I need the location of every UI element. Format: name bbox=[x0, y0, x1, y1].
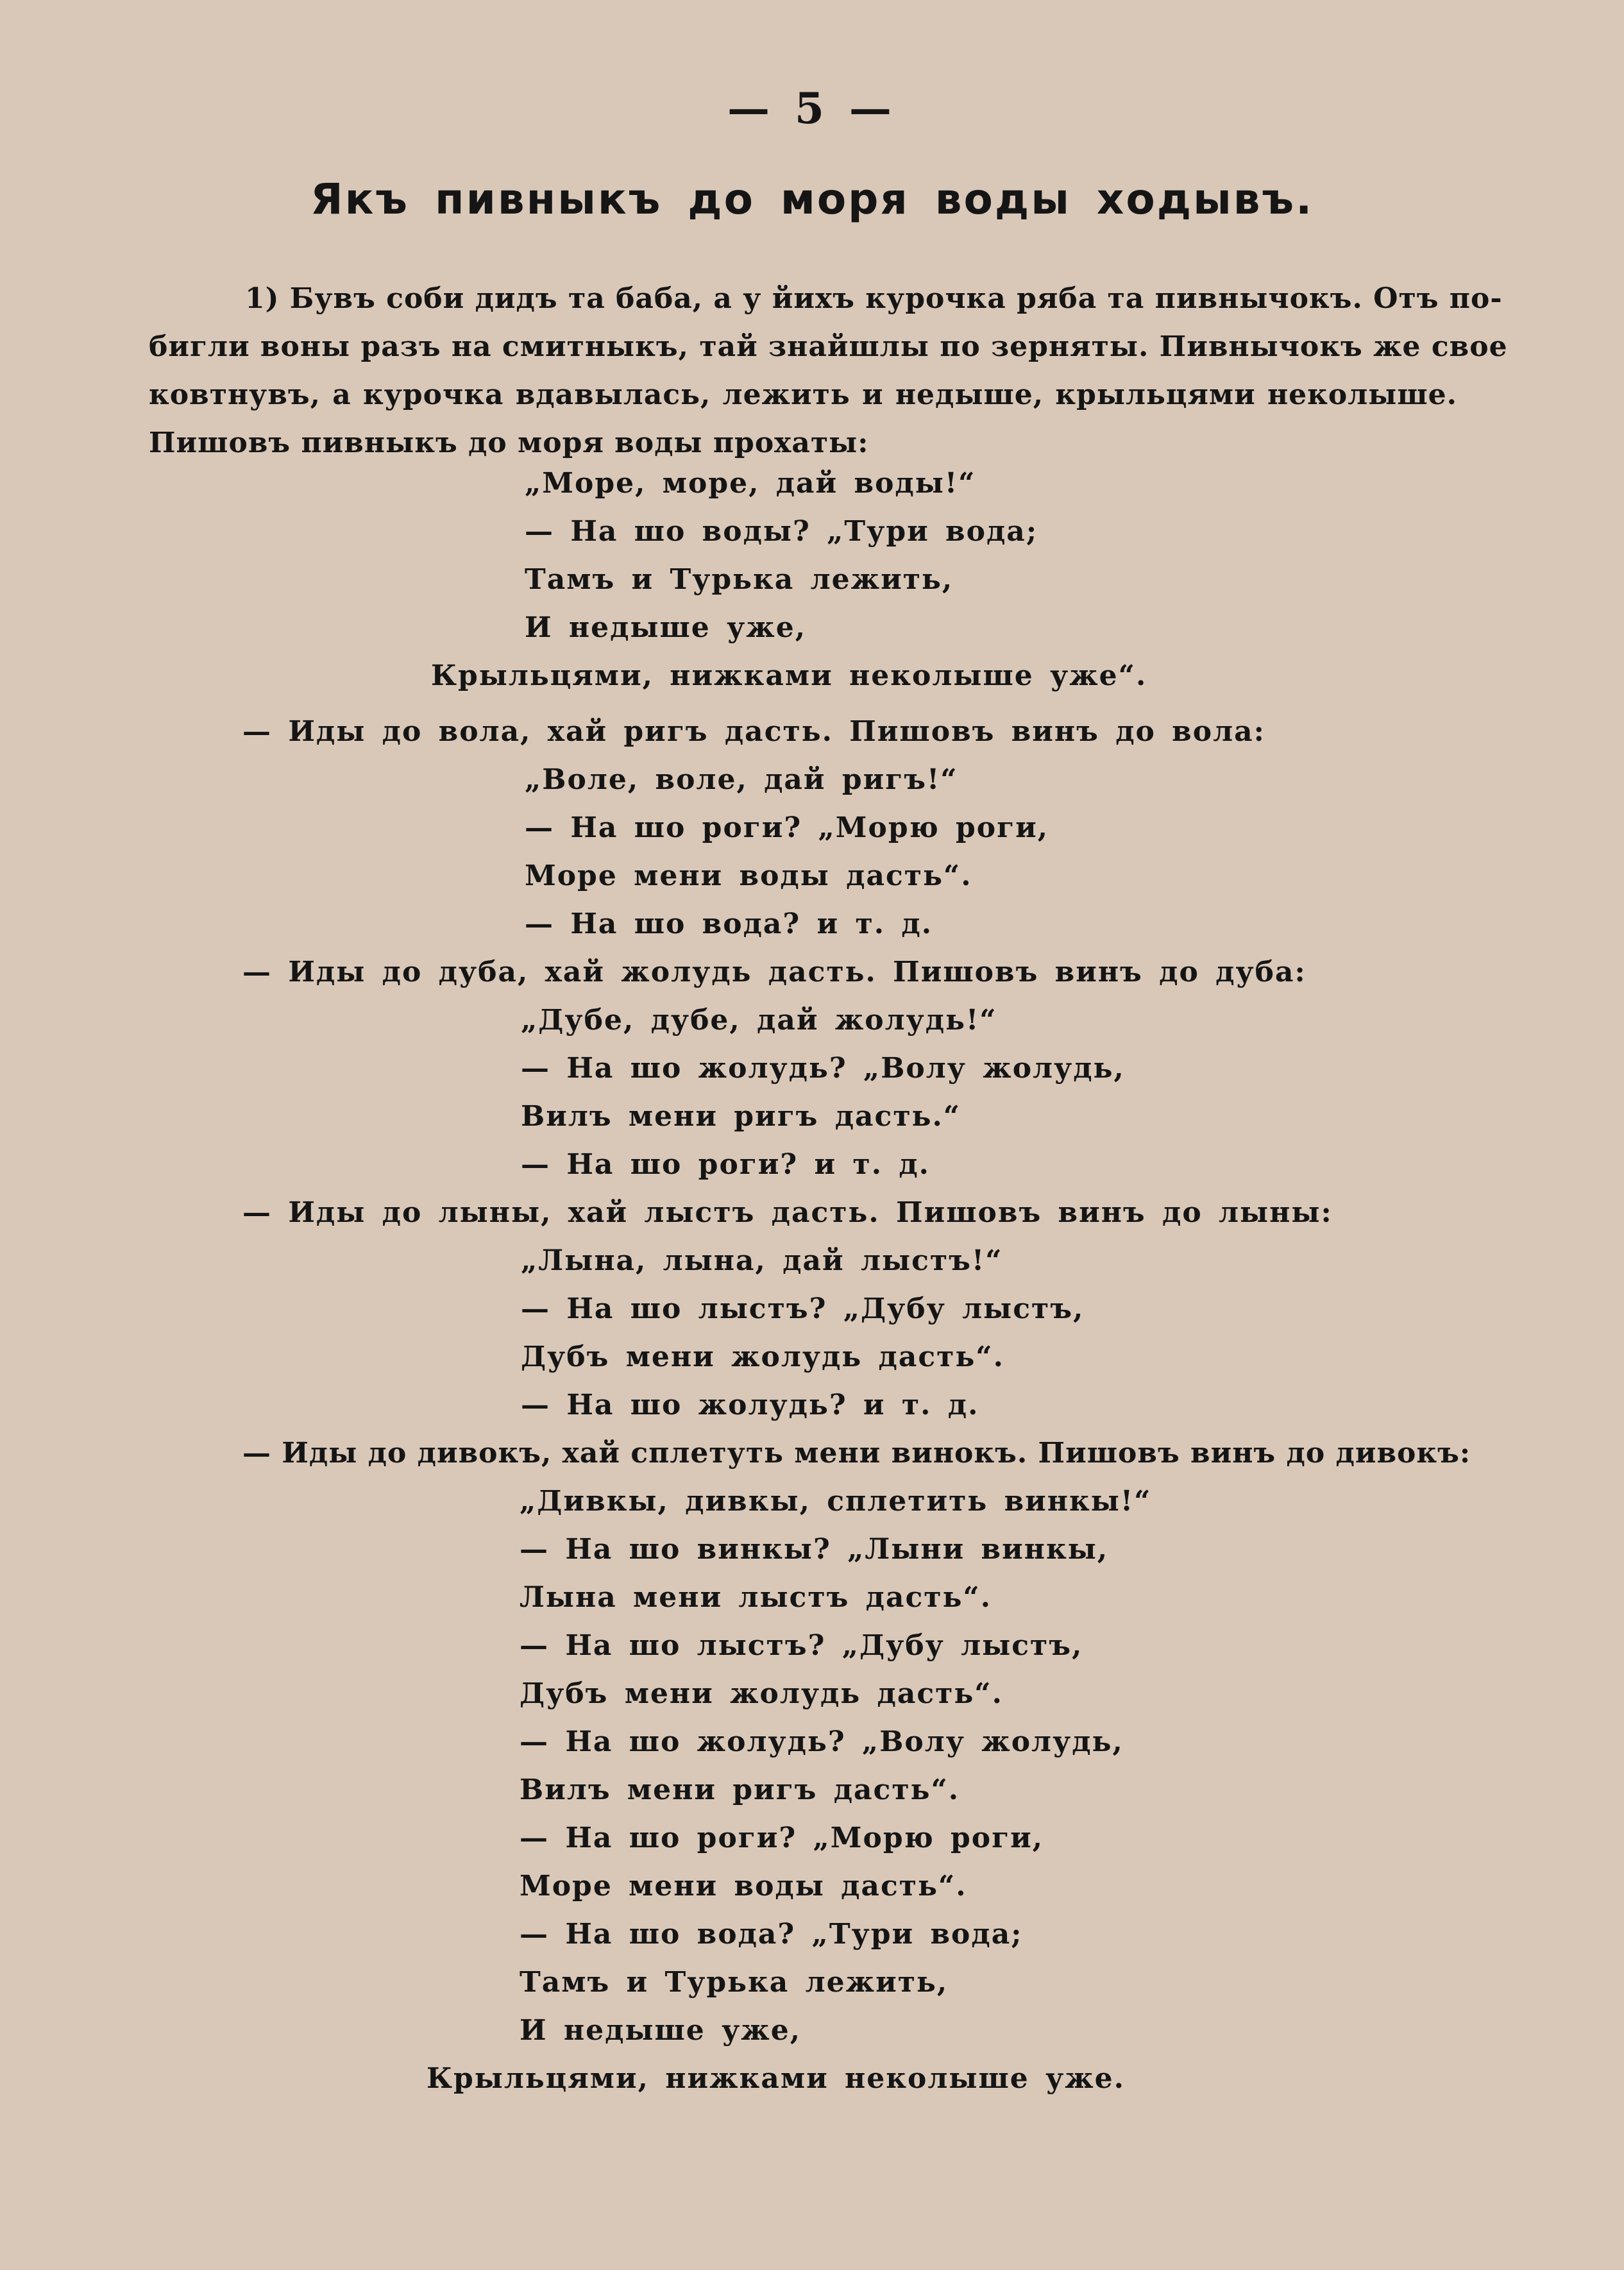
verse-line: Тамъ и Турька лежить, bbox=[525, 563, 954, 596]
story-title: Якъ пивныкъ до моря воды ходывъ. bbox=[310, 174, 1314, 224]
verse-line: „Лына, лына, дай лыстъ!“ bbox=[521, 1244, 1003, 1277]
verse-line: — На шо воды? „Тури вода; bbox=[525, 515, 1038, 548]
intro-line: 1) Бувъ соби дидъ та баба, а у йихъ курочка ряба та пивнычокъ. Отъ по- bbox=[245, 282, 1503, 315]
narration-line: — Иды до дивокъ, хай сплетуть мени винокъ. Пишовъ винъ до дивокъ: bbox=[242, 1437, 1471, 1470]
verse-line: — На шо роги? „Морю роги, bbox=[525, 811, 1049, 844]
verse-line: — На шо лыстъ? „Дубу лыстъ, bbox=[521, 1292, 1085, 1325]
verse-line: — На шо лыстъ? „Дубу лыстъ, bbox=[520, 1629, 1083, 1662]
narration-line: — Иды до лыны, хай лыстъ дасть. Пишовъ винъ до лыны: bbox=[242, 1196, 1333, 1229]
verse-line: Лына мени лыстъ дасть“. bbox=[520, 1581, 992, 1614]
verse-line: „Воле, воле, дай ригъ!“ bbox=[525, 763, 958, 796]
verse-line: — На шо жолудь? „Волу жолудь, bbox=[521, 1052, 1125, 1085]
narration-line: — Иды до дуба, хай жолудь дасть. Пишовъ винъ до дуба: bbox=[242, 956, 1307, 988]
verse-line: — На шо жолудь? и т. д. bbox=[521, 1389, 979, 1421]
verse-line: Дубъ мени жолудь дасть“. bbox=[521, 1341, 1004, 1373]
verse-line: Море мени воды дасть“. bbox=[525, 860, 972, 892]
verse-line: Море мени воды дасть“. bbox=[520, 1870, 967, 1902]
verse-line: Крыльцями, нижками неколыше уже. bbox=[427, 2062, 1125, 2095]
verse-line: — На шо винкы? „Лыни винкы, bbox=[520, 1533, 1109, 1566]
narration-line: — Иды до вола, хай ригъ дасть. Пишовъ винъ до вола: bbox=[242, 715, 1265, 748]
verse-line: И недыше уже, bbox=[525, 611, 807, 644]
verse-line: „Море, море, дай воды!“ bbox=[525, 467, 976, 500]
verse-line: — На шо жолудь? „Волу жолудь, bbox=[520, 1725, 1124, 1758]
page-number: — 5 — bbox=[727, 83, 897, 133]
intro-line: бигли воны разъ на смитныкъ, тай знайшлы по зерняты. Пивнычокъ же свое bbox=[149, 330, 1508, 363]
intro-line: ковтнувъ, а курочка вдавылась, лежить и недыше, крыльцями неколыше. bbox=[149, 378, 1457, 411]
verse-line: Тамъ и Турька лежить, bbox=[520, 1966, 949, 1999]
verse-line: „Дивкы, дивкы, сплетить винкы!“ bbox=[520, 1485, 1152, 1518]
verse-line: И недыше уже, bbox=[520, 2014, 802, 2047]
intro-line: Пишовъ пивныкъ до моря воды прохаты: bbox=[149, 427, 869, 459]
verse-line: „Дубе, дубе, дай жолудь!“ bbox=[521, 1004, 997, 1037]
verse-line: — На шо вода? и т. д. bbox=[525, 908, 933, 940]
verse-line: Крыльцями, нижками неколыше уже“. bbox=[431, 659, 1147, 692]
intro-paragraph bbox=[149, 275, 1508, 467]
verse-line: Дубъ мени жолудь дасть“. bbox=[520, 1677, 1003, 1710]
verse-line: Вилъ мени ригъ дасть.“ bbox=[521, 1100, 961, 1133]
verse-line: — На шо вода? „Тури вода; bbox=[520, 1918, 1023, 1951]
verse-line: — На шо роги? „Морю роги, bbox=[520, 1822, 1044, 1854]
verse-line: Вилъ мени ригъ дасть“. bbox=[520, 1774, 960, 1806]
verse-line: — На шо роги? и т. д. bbox=[521, 1148, 930, 1181]
